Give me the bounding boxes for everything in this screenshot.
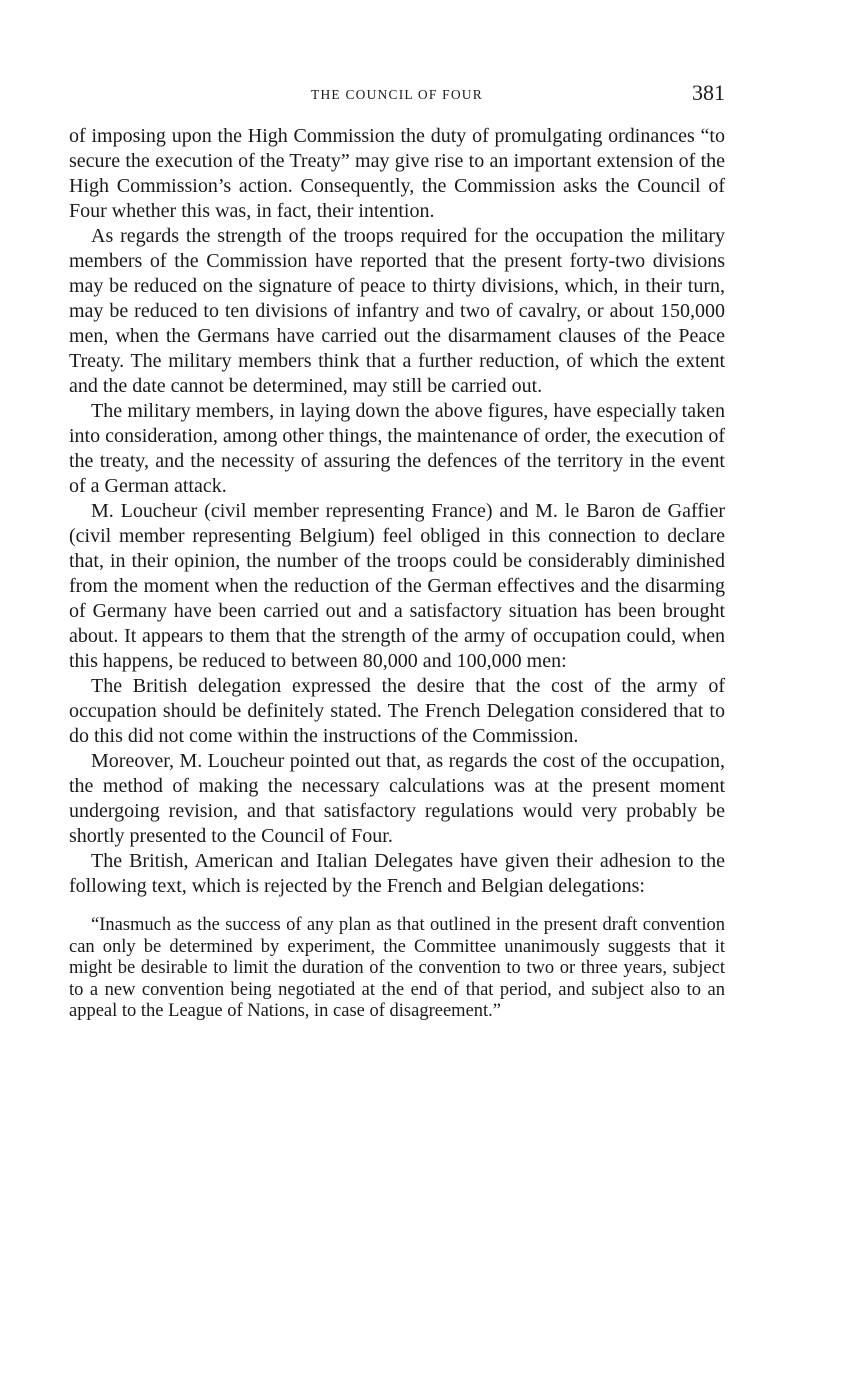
paragraph-military-considerations: The military members, in laying down the above figures, have especially taken into consideration, among other things, the maintenance of order, the execution of the treaty, and the necessity of assuring the defences of the territory in the event of a German attack. <box>69 400 725 497</box>
paragraph-troop-strength: As regards the strength of the troops required for the occupation the military members of the Commission have reported that the present forty-two divisions may be reduced on the signature of peace to thirty divisions, which, in their turn, may be reduced to ten divisions of infantry and two of cavalry, or about 150,000 men, when the Germans have carried out the disarmament clauses of the Peace Treaty. The military members think that a further reduction, of which the extent and the date cannot be determined, may still be carried out. <box>69 225 725 397</box>
paragraph-loucheur-cost: Moreover, M. Loucheur pointed out that, as regards the cost of the occupation, the method of making the necessary calculations was at the present moment undergoing revision, and that satisfactory regulations would very probably be shortly presented to the Council of Four. <box>69 750 725 847</box>
paragraph-civil-members-opinion: M. Loucheur (civil member representing France) and M. le Baron de Gaffier (civil member representing Belgium) feel obliged in this connection to declare that, in their opinion, the number of the troops could be considerably diminished from the moment when the reduction of the German effectives and the disarming of Germany have been carried out and a satisfactory situation has been brought about. It appears to them that the strength of the army of occupation could, when this happens, be reduced to between 80,000 and 100,000 men: <box>69 500 725 672</box>
paragraph-continuation: of imposing upon the High Commission the duty of promulgating ordinances “to secure the execution of the Treaty” may give rise to an important extension of the High Commission’s action. Consequently, the Commission asks the Council of Four whether this was, in fact, their intention. <box>69 125 725 222</box>
page-number: 381 <box>692 80 725 105</box>
paragraph-delegates-adhesion: The British, American and Italian Delegates have given their adhesion to the following text, which is rejected by the French and Belgian delegations: <box>69 850 725 897</box>
block-quote: “Inasmuch as the success of any plan as that outlined in the present draft convention can only be determined by experiment, the Committee unanimously suggests that it might be desirable to limit the duration of the convention to two or three years, subject to a new convention being negotiated at the end of that period, and subject also to an appeal to the League of Nations, in case of disagreement.” <box>69 915 725 1022</box>
running-head <box>69 80 725 110</box>
paragraph-british-delegation-cost: The British delegation expressed the desire that the cost of the army of occupation should be definitely stated. The French Delegation considered that to do this did not come within the instructions of the Commission. <box>69 675 725 747</box>
body-text <box>69 124 725 1023</box>
running-title: THE COUNCIL OF FOUR <box>311 87 483 102</box>
